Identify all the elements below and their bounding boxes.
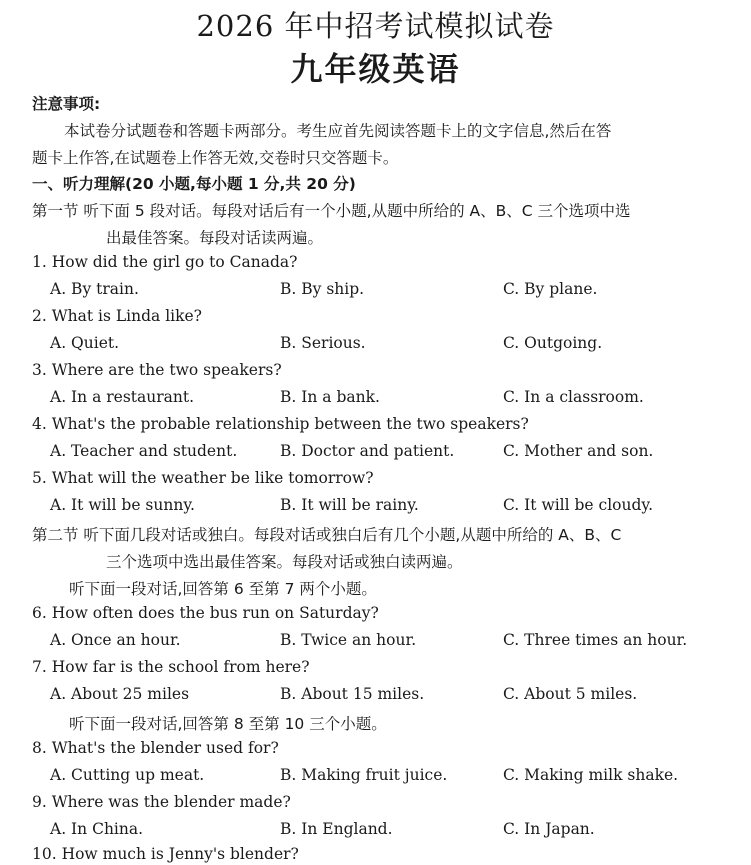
option-9a: A. In China. [50, 820, 144, 838]
part1-instruction-2: 出最佳答案。每段对话读两遍。 [106, 229, 324, 247]
subject-title: 九年级英语 [290, 50, 461, 88]
question-3: 3. Where are the two speakers? [32, 361, 282, 379]
exam-title: 2026 年中招考试模拟试卷 [196, 9, 555, 43]
question-10: 10. How much is Jenny's blender? [32, 845, 299, 863]
option-7b: B. About 15 miles. [280, 685, 425, 703]
question-5: 5. What will the weather be like tomorrow? [32, 469, 374, 487]
question-6: 6. How often does the bus run on Saturday? [32, 604, 379, 622]
notice-heading: 注意事项: [32, 95, 101, 113]
option-6a: A. Once an hour. [50, 631, 181, 649]
notice-line-1: 本试卷分试题卷和答题卡两部分。考生应首先阅读答题卡上的文字信息,然后在答 [64, 122, 612, 140]
question-9: 9. Where was the blender made? [32, 793, 291, 811]
part2-instruction-2: 三个选项中选出最佳答案。每段对话或独白读两遍。 [106, 553, 463, 571]
option-1c: C. By plane. [503, 280, 598, 298]
part1-instruction-1: 第一节 听下面 5 段对话。每段对话后有一个小题,从题中所给的 A、B、C 三个选项中选 [32, 202, 631, 220]
option-4b: B. Doctor and patient. [280, 442, 455, 460]
question-4: 4. What's the probable relationship between the two speakers? [32, 415, 529, 433]
question-8: 8. What's the blender used for? [32, 739, 279, 757]
question-2: 2. What is Linda like? [32, 307, 202, 325]
option-4c: C. Mother and son. [503, 442, 654, 460]
option-7a: A. About 25 miles [50, 685, 190, 703]
option-5c: C. It will be cloudy. [503, 496, 654, 514]
question-7: 7. How far is the school from here? [32, 658, 310, 676]
option-5a: A. It will be sunny. [50, 496, 195, 514]
option-1b: B. By ship. [280, 280, 365, 298]
option-1a: A. By train. [50, 280, 139, 298]
option-2c: C. Outgoing. [503, 334, 603, 352]
part2-instruction-1: 第二节 听下面几段对话或独白。每段对话或独白后有几个小题,从题中所给的 A、B、C [32, 526, 622, 544]
option-3c: C. In a classroom. [503, 388, 644, 406]
question-1: 1. How did the girl go to Canada? [32, 253, 298, 271]
notice-line-2: 题卡上作答,在试题卷上作答无效,交卷时只交答题卡。 [32, 149, 399, 167]
option-2a: A. Quiet. [50, 334, 120, 352]
option-4a: A. Teacher and student. [50, 442, 238, 460]
option-6b: B. Twice an hour. [280, 631, 417, 649]
option-9b: B. In England. [280, 820, 393, 838]
intro-q6-q7: 听下面一段对话,回答第 6 至第 7 两个小题。 [69, 580, 377, 598]
section-heading: 一、听力理解(20 小题,每小题 1 分,共 20 分) [32, 175, 356, 193]
option-8b: B. Making fruit juice. [280, 766, 448, 784]
option-5b: B. It will be rainy. [280, 496, 419, 514]
option-6c: C. Three times an hour. [503, 631, 688, 649]
option-9c: C. In Japan. [503, 820, 595, 838]
option-2b: B. Serious. [280, 334, 366, 352]
intro-q8-q10: 听下面一段对话,回答第 8 至第 10 三个小题。 [69, 715, 387, 733]
option-8a: A. Cutting up meat. [50, 766, 205, 784]
option-3a: A. In a restaurant. [50, 388, 195, 406]
option-3b: B. In a bank. [280, 388, 380, 406]
option-8c: C. Making milk shake. [503, 766, 679, 784]
option-7c: C. About 5 miles. [503, 685, 638, 703]
